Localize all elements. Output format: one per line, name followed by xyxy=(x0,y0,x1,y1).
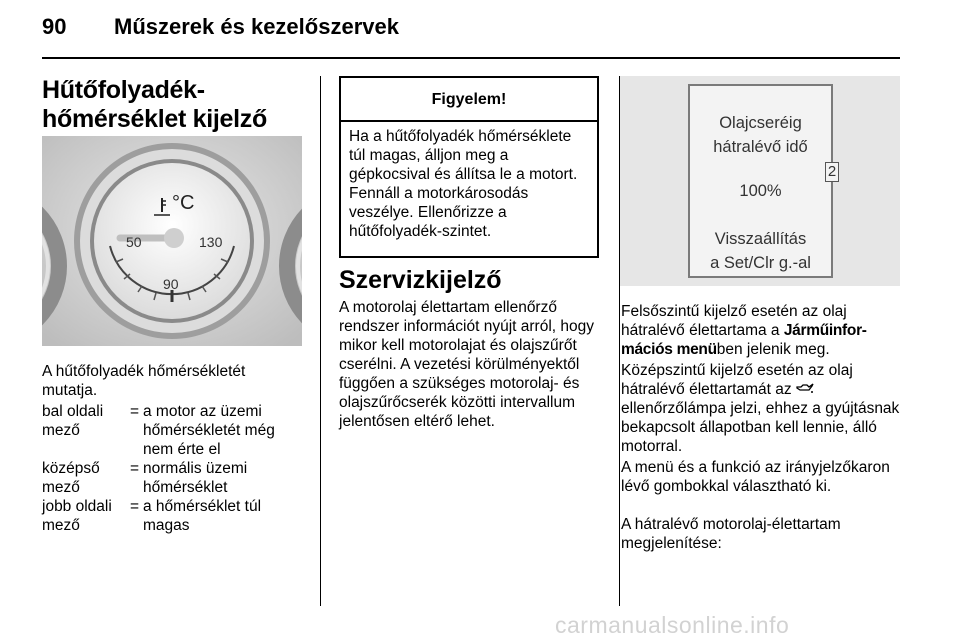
paragraph-display-info: A hátralévő motorolaj-élettartam megjelenítése: xyxy=(621,516,841,552)
display-line-4: a Set/Clr g.-al xyxy=(710,254,811,272)
display-line-2: hátralévő idő xyxy=(713,138,808,156)
gauge-tick-high: 130 xyxy=(199,234,223,250)
paragraph-text: ellenőrzőlámpa jelzi, ehhez a gyújtásnak bekapcsolt állapotban kell lennie, álló motorral. xyxy=(621,400,900,456)
section-heading-coolant: Hűtőfolyadék-hőmérséklet kijelző xyxy=(42,76,267,133)
definition-text: a hőmérséklet túl magas xyxy=(143,498,262,534)
paragraph-text: ben jelenik meg. xyxy=(716,341,830,358)
gauge-tick-low: 50 xyxy=(126,234,142,250)
oil-life-display-screen xyxy=(688,84,837,278)
definition-term: középső mező xyxy=(42,460,100,496)
warning-title: Figyelem! xyxy=(341,78,597,122)
page-number: 90 xyxy=(42,14,67,39)
definition-row xyxy=(42,402,310,459)
paragraph-text: Felsőszintű kijelző esetén az olaj hátralévő élettartama a xyxy=(621,303,847,339)
oil-life-display-illustration xyxy=(620,76,900,286)
definition-row xyxy=(42,497,310,535)
definition-equals: = xyxy=(130,460,140,477)
definition-term: jobb oldali mező xyxy=(42,498,112,534)
definition-equals: = xyxy=(130,403,140,420)
section-heading-service: Szervizkijelző xyxy=(339,266,502,294)
definition-row xyxy=(42,459,310,497)
paragraph-menu: A menü és a funkció az irányjelzőkaron lévő gombokkal választható ki. xyxy=(621,459,890,495)
column-divider-1 xyxy=(320,76,321,606)
paragraph-mid-display xyxy=(621,361,900,456)
paragraph-text: Középszintű kijelző esetén az olaj hátralévő élettartamát az xyxy=(621,362,853,398)
display-line-3: Visszaállítás xyxy=(714,230,807,248)
definition-text: normális üzemi hőmérséklet xyxy=(143,460,248,496)
coolant-gauge-illustration xyxy=(42,136,302,346)
definition-term: bal oldali mező xyxy=(42,403,104,439)
display-page-index: 2 xyxy=(825,162,839,182)
definition-equals: = xyxy=(130,498,140,515)
coolant-gauge-svg xyxy=(42,136,302,346)
gauge-unit-label: °C xyxy=(172,192,195,214)
paragraph-upper-display xyxy=(621,302,900,359)
display-percent: 100% xyxy=(739,182,782,200)
gauge-tick-mid: 90 xyxy=(163,276,179,292)
header-rule xyxy=(42,57,900,59)
display-line-1: Olajcseréig xyxy=(719,114,802,132)
definition-text: a motor az üzemi hőmérsékletét még nem érte el xyxy=(143,403,275,458)
watermark: carmanualsonline.info xyxy=(555,612,790,638)
page-header-title: Műszerek és kezelőszervek xyxy=(114,14,399,39)
warning-box xyxy=(339,76,599,258)
gauge-caption: A hűtőfolyadék hőmérsékletét mutatja. xyxy=(42,363,246,399)
vehicle-info-menu-term: Járműinfor-mációs menü xyxy=(621,322,867,358)
warning-text: Ha a hűtőfolyadék hőmérséklete túl magas, álljon meg a gépkocsival és állítsa le a motort. Fennáll a motorkárosodás veszélye. Ellenőrizze a hűtőfolyadék-szintet. xyxy=(349,128,578,240)
service-description: A motorolaj élettartam ellenőrző rendszer információt nyújt arról, hogy mikor kell motorolajat és olajszűrőt cserélni. A vezetési körülményektől függően a szükséges motorolaj- és olajszűrőcserék közötti intervallum jelentősen eltérő lehet. xyxy=(339,299,595,430)
oil-can-icon xyxy=(796,380,814,399)
